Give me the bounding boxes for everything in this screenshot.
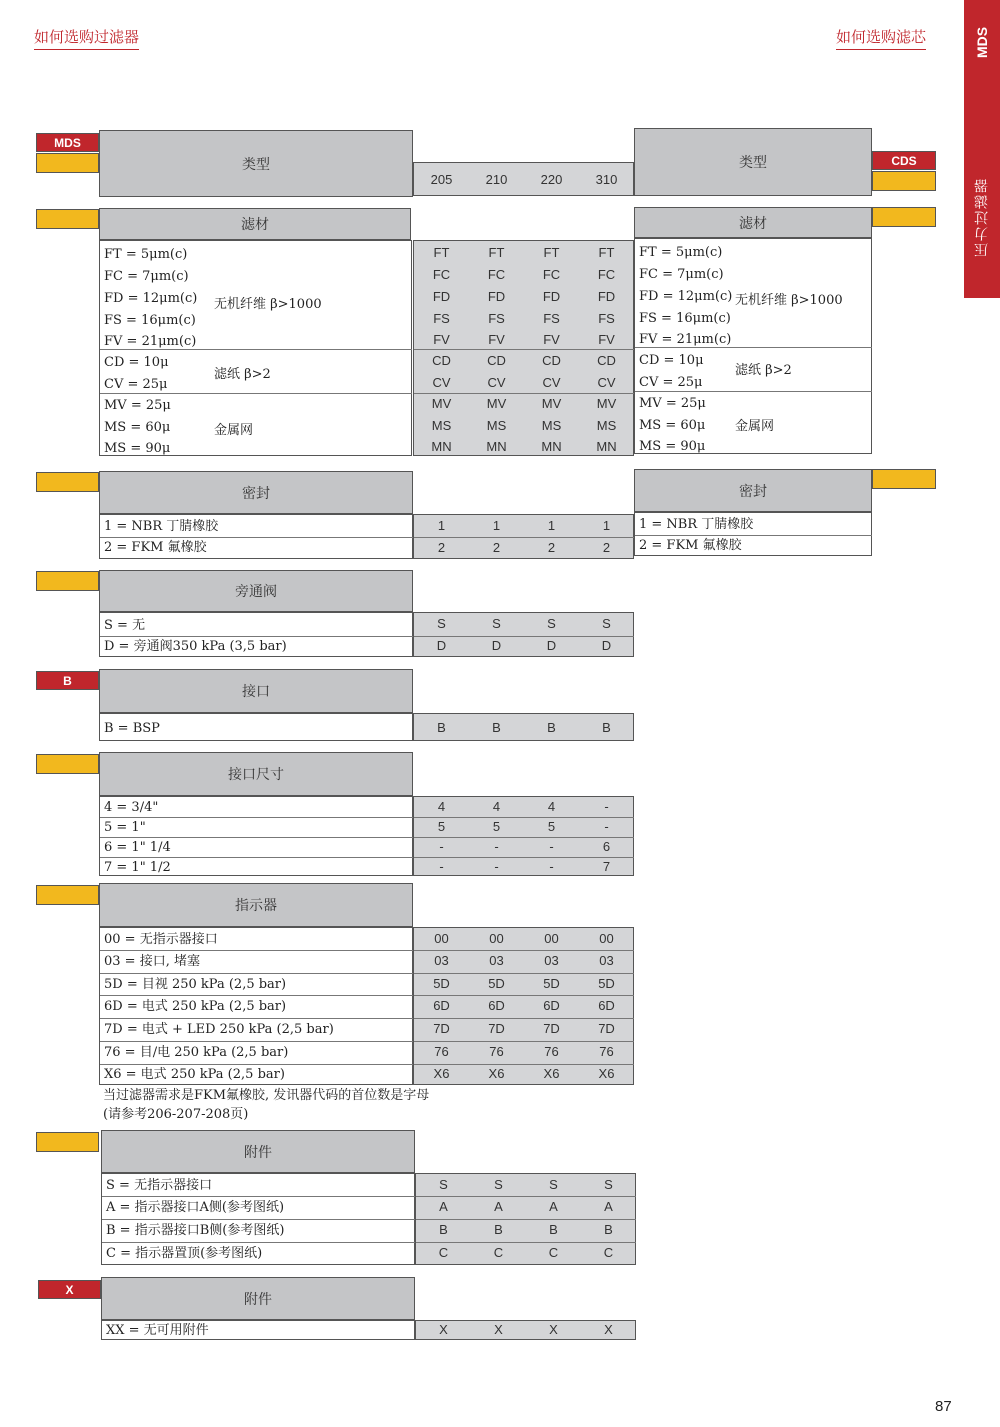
code-cell: S [549,1177,558,1192]
indicator-row: 5D = 目视 250 kPa (2,5 bar) [104,977,287,992]
port-table [99,713,413,741]
code-cell: - [439,839,444,854]
code-cell: X6 [433,1066,450,1081]
yellow-marker [36,754,99,774]
divider [100,817,413,818]
code-cell: X [494,1322,503,1337]
yellow-marker [36,153,99,173]
filter-media-row: FS = 16μm(c) [104,313,196,328]
group-label: 无机纤维 β>1000 [214,297,322,312]
divider [100,950,413,951]
model-205: 205 [430,172,453,187]
seal-row: 2 = FKM 氟橡胶 [639,538,742,553]
port-size-row: 7 = 1" 1/2 [104,860,171,875]
code-cell: - [549,839,554,854]
group-label: 金属网 [214,423,254,438]
header-right-title: 如何选购滤芯 [836,26,926,50]
code-cell: 7D [598,1021,615,1036]
filter-media-row: FS = 16μm(c) [639,311,731,326]
code-cell: 7D [488,1021,505,1036]
yellow-marker [36,1132,99,1152]
yellow-marker [36,885,99,905]
code-cell: MS [486,418,507,433]
code-cell: S [602,616,611,631]
code-cell: 6D [488,998,505,1013]
code-cell: S [437,616,446,631]
code-cell: X6 [543,1066,560,1081]
filter-media-row: FV = 21μm(c) [104,334,197,349]
code-cell: CV [597,375,616,390]
code-cell: 6D [543,998,560,1013]
code-cell: B [439,1222,448,1237]
code-cell: 03 [544,953,559,968]
code-cell: FV [488,332,505,347]
accessory-row: S = 无指示器接口 [106,1178,213,1193]
code-cell: 2 [492,540,501,555]
port-size-header: 接口尺寸 [99,752,413,796]
code-cell: D [436,638,447,653]
code-cell: 76 [434,1044,449,1059]
indicator-note-ref: (请参考206-207-208页) [103,1107,249,1122]
code-cell: FT [433,245,450,260]
code-cell: 2 [437,540,446,555]
accessory-table [101,1173,415,1265]
code-cell: 1 [602,518,611,533]
model-310: 310 [595,172,618,187]
seal-header-right: 密封 [634,469,872,512]
port-size-row: 5 = 1" [104,820,146,835]
bypass-row: S = 无 [104,618,146,633]
code-cell: 1 [492,518,501,533]
group-label: 金属网 [735,419,775,434]
code-cell: - [549,859,554,874]
code-cell: C [438,1245,449,1260]
divider [100,973,413,974]
filter-media-row: CV = 25μ [639,375,703,390]
accessory2-table [101,1320,415,1340]
code-cell: FC [597,267,616,282]
code-cell: MN [596,439,617,454]
code-cell: 4 [437,799,446,814]
divider [102,1242,415,1243]
port-size-table [99,796,413,876]
seal-table-left [99,514,413,559]
code-cell: 5D [598,976,615,991]
filter-media-table-right [634,238,872,454]
indicator-row: 6D = 电式 250 kPa (2,5 bar) [104,999,287,1014]
page-number: 87 [935,1398,952,1415]
code-cell: MS [431,418,452,433]
code-cell: C [493,1245,504,1260]
code-cell: 03 [489,953,504,968]
seal-row: 2 = FKM 氟橡胶 [104,540,207,555]
filter-media-row: MS = 90μ [104,441,171,456]
accessory2-header: 附件 [101,1277,415,1320]
code-cell: 5 [547,819,556,834]
code-cell: CD [432,353,451,368]
code-cell: 6D [433,998,450,1013]
code-cell: 00 [434,931,449,946]
code-cell: 76 [599,1044,614,1059]
yellow-marker [872,171,936,191]
code-cell: MN [486,439,507,454]
filter-media-row: FD = 12μm(c) [104,291,198,306]
indicator-row: 03 = 接口, 堵塞 [104,954,200,969]
code-cell: B [547,720,556,735]
code-cell: FC [542,267,561,282]
code-cell: 1 [437,518,446,533]
code-cell: FS [598,311,615,326]
filter-media-row: FC = 7μm(c) [639,267,724,282]
code-cell: S [439,1177,448,1192]
divider [100,1041,413,1042]
code-cell: 6D [598,998,615,1013]
accessory2-row: XX = 无可用附件 [106,1323,209,1338]
type-header-left: 类型 [99,130,413,197]
filter-media-row: FD = 12μm(c) [639,289,733,304]
indicator-header: 指示器 [99,883,413,927]
yellow-marker [872,207,936,227]
filter-media-row: MV = 25μ [104,398,171,413]
port-size-row: 6 = 1" 1/4 [104,840,171,855]
code-cell: B [492,720,501,735]
model-210: 210 [485,172,508,187]
code-cell: X [439,1322,448,1337]
indicator-codes [413,927,634,1085]
code-cell: 03 [599,953,614,968]
code-cell: D [546,638,557,653]
code-cell: X6 [488,1066,505,1081]
code-cell: 5 [492,819,501,834]
port-header: 接口 [99,669,413,713]
bypass-row: D = 旁通阀350 kPa (3,5 bar) [104,639,287,654]
bypass-table [99,612,413,657]
code-cell: MV [431,396,452,411]
bypass-header: 旁通阀 [99,570,413,612]
code-cell: FD [597,289,616,304]
model-header [413,162,634,196]
code-cell: MV [486,396,507,411]
code-cell: FC [432,267,451,282]
divider [100,1018,413,1019]
code-cell: FV [433,332,450,347]
seal-codes [413,514,634,559]
code-cell: B [602,720,611,735]
code-cell: MS [541,418,562,433]
code-cell: MS [596,418,617,433]
code-cell: S [494,1177,503,1192]
code-cell: X6 [598,1066,615,1081]
code-cell: MV [541,396,562,411]
indicator-row: 00 = 无指示器接口 [104,932,218,947]
filter-media-header-left: 滤材 [99,208,411,240]
code-cell: B [549,1222,558,1237]
bypass-codes [413,612,634,657]
b-tag: B [36,671,99,690]
code-cell: S [604,1177,613,1192]
divider [102,1196,415,1197]
code-cell: 5D [488,976,505,991]
filter-media-row: FC = 7μm(c) [104,269,189,284]
code-cell: X [549,1322,558,1337]
divider [100,349,412,350]
code-cell: B [437,720,446,735]
code-cell: CV [542,375,561,390]
code-cell: 00 [489,931,504,946]
code-cell: 6 [602,839,611,854]
code-cell: 7 [602,859,611,874]
indicator-note: 当过滤器需求是FKM氟橡胶, 发讯器代码的首位数是字母 [103,1088,430,1103]
code-cell: 5 [437,819,446,834]
code-cell: - [439,859,444,874]
code-cell: FV [543,332,560,347]
code-cell: D [491,638,502,653]
filter-media-row: FV = 21μm(c) [639,332,732,347]
code-cell: 00 [599,931,614,946]
model-220: 220 [540,172,563,187]
code-cell: - [604,819,609,834]
code-cell: - [494,839,499,854]
seal-header-left: 密封 [99,471,413,514]
divider [100,393,412,394]
code-cell: FS [433,311,450,326]
seal-row: 1 = NBR 丁腈橡胶 [639,517,754,532]
code-cell: FT [543,245,560,260]
code-cell: - [494,859,499,874]
code-cell: 7D [433,1021,450,1036]
code-cell: S [547,616,556,631]
code-cell: 4 [492,799,501,814]
code-cell: FD [432,289,451,304]
filter-media-row: MV = 25μ [639,396,706,411]
filter-media-row: MS = 60μ [104,420,171,435]
code-cell: MV [596,396,617,411]
accessory-header: 附件 [101,1130,415,1173]
code-cell: 5D [543,976,560,991]
divider [635,347,872,348]
accessory-row: B = 指示器接口B侧(参考图纸) [106,1223,285,1238]
code-cell: 4 [547,799,556,814]
filter-media-row: CV = 25μ [104,377,168,392]
indicator-row: 76 = 目/电 250 kPa (2,5 bar) [104,1045,289,1060]
code-cell: FT [488,245,505,260]
yellow-marker [36,571,99,591]
code-cell: CV [487,375,506,390]
code-cell: FC [487,267,506,282]
code-cell: C [548,1245,559,1260]
group-label: 无机纤维 β>1000 [735,293,843,308]
code-cell: 76 [489,1044,504,1059]
code-cell: D [601,638,612,653]
accessory-row: A = 指示器接口A侧(参考图纸) [106,1200,285,1215]
code-cell: S [492,616,501,631]
filter-media-table-left [99,240,412,456]
yellow-marker [36,472,99,492]
code-cell: A [549,1199,558,1214]
yellow-marker [872,469,936,489]
divider [635,391,872,392]
header-left-title: 如何选购过滤器 [34,26,139,50]
code-cell: A [604,1199,613,1214]
filter-media-row: MS = 90μ [639,439,706,454]
code-cell: 5D [433,976,450,991]
cds-tag: CDS [872,151,936,170]
port-size-codes [413,796,634,876]
port-size-row: 4 = 3/4" [104,800,159,815]
code-cell: FD [487,289,506,304]
section-sidebar-tab [964,0,1000,298]
group-label: 滤纸 β>2 [214,367,271,382]
code-cell: 1 [547,518,556,533]
divider [102,1219,415,1220]
code-cell: FS [488,311,505,326]
code-cell: A [439,1199,448,1214]
filter-media-codes [413,240,634,456]
port-row: B = BSP [104,721,160,736]
indicator-row: 7D = 电式 + LED 250 kPa (2,5 bar) [104,1022,334,1037]
filter-media-row: FT = 5μm(c) [639,245,723,260]
seal-row: 1 = NBR 丁腈橡胶 [104,519,219,534]
seal-table-right [634,512,872,556]
code-cell: CV [432,375,451,390]
x-tag: X [38,1280,101,1299]
code-cell: 2 [547,540,556,555]
code-cell: MN [541,439,562,454]
code-cell: C [603,1245,614,1260]
code-cell: CD [597,353,616,368]
accessory2-codes [415,1320,636,1340]
code-cell: FV [598,332,615,347]
sidebar-label: 压力过滤器 [974,177,990,257]
divider [100,995,413,996]
code-cell: 00 [544,931,559,946]
filter-media-row: CD = 10μ [104,355,169,370]
mds-tag: MDS [36,133,99,152]
code-cell: CD [487,353,506,368]
filter-media-header-right: 滤材 [634,207,872,238]
type-header-right: 类型 [634,128,872,196]
code-cell: 76 [544,1044,559,1059]
filter-media-row: FT = 5μm(c) [104,247,188,262]
filter-media-row: MS = 60μ [639,418,706,433]
code-cell: - [604,799,609,814]
code-cell: X [604,1322,613,1337]
code-cell: CD [542,353,561,368]
filter-media-row: CD = 10μ [639,353,704,368]
sidebar-code: MDS [974,26,990,58]
code-cell: 03 [434,953,449,968]
code-cell: 2 [602,540,611,555]
group-label: 滤纸 β>2 [735,363,792,378]
code-cell: A [494,1199,503,1214]
port-codes [413,713,634,741]
yellow-marker [36,209,99,229]
code-cell: MN [431,439,452,454]
indicator-table [99,927,413,1085]
code-cell: B [494,1222,503,1237]
code-cell: B [604,1222,613,1237]
accessory-codes [415,1173,636,1265]
code-cell: FS [543,311,560,326]
indicator-row: X6 = 电式 250 kPa (2,5 bar) [104,1067,285,1082]
code-cell: FD [542,289,561,304]
code-cell: 7D [543,1021,560,1036]
code-cell: FT [598,245,615,260]
accessory-row: C = 指示器置顶(参考图纸) [106,1246,263,1261]
